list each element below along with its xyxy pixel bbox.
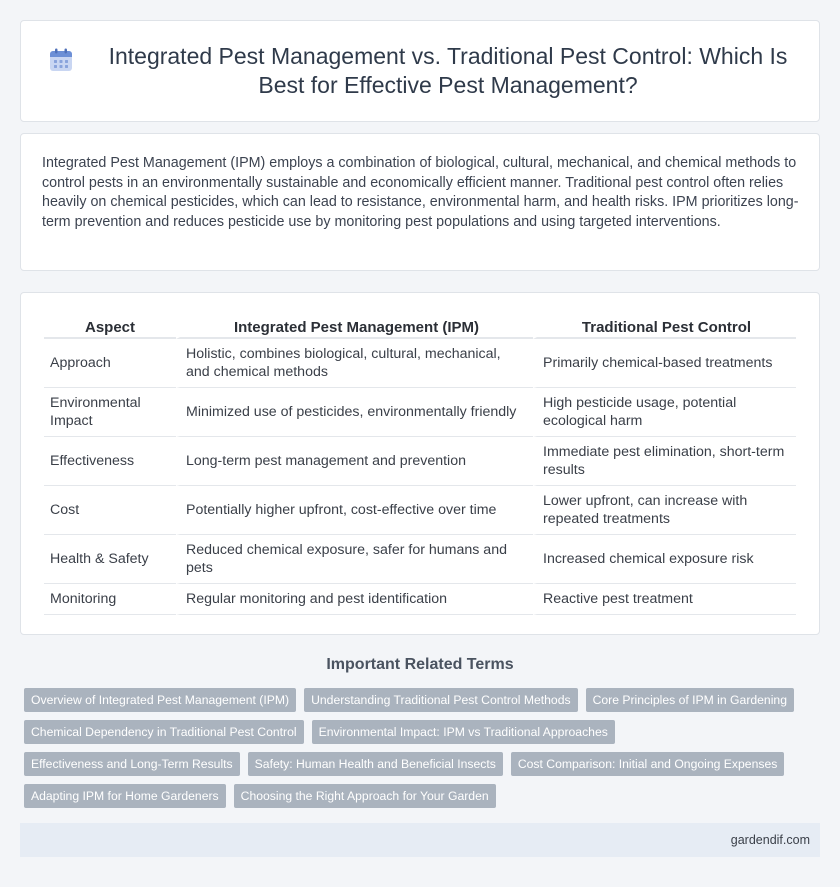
related-tag[interactable]: Effectiveness and Long-Term Results bbox=[24, 752, 240, 776]
intro-card bbox=[20, 133, 820, 271]
cell-aspect: Effectiveness bbox=[44, 437, 176, 486]
cell-ipm: Potentially higher upfront, cost-effective over time bbox=[176, 486, 533, 535]
cell-ipm: Reduced chemical exposure, safer for humans and pets bbox=[176, 535, 533, 584]
cell-traditional: Primarily chemical-based treatments bbox=[533, 339, 796, 388]
table-row bbox=[44, 535, 796, 584]
related-tag[interactable]: Core Principles of IPM in Gardening bbox=[586, 688, 794, 712]
related-tag[interactable]: Overview of Integrated Pest Management (IPM) bbox=[24, 688, 296, 712]
cell-traditional: Immediate pest elimination, short-term results bbox=[533, 437, 796, 486]
related-tag[interactable]: Choosing the Right Approach for Your Garden bbox=[234, 784, 496, 808]
related-tag[interactable]: Safety: Human Health and Beneficial Insects bbox=[248, 752, 503, 776]
cell-ipm: Long-term pest management and prevention bbox=[176, 437, 533, 486]
cell-ipm: Holistic, combines biological, cultural, mechanical, and chemical methods bbox=[176, 339, 533, 388]
cell-aspect: Cost bbox=[44, 486, 176, 535]
table-header-row bbox=[44, 315, 796, 339]
cell-traditional: Reactive pest treatment bbox=[533, 584, 796, 615]
cell-aspect: Approach bbox=[44, 339, 176, 388]
related-tag[interactable]: Cost Comparison: Initial and Ongoing Expenses bbox=[511, 752, 784, 776]
related-terms-heading: Important Related Terms bbox=[326, 656, 514, 673]
footer-site-name[interactable]: gardendif.com bbox=[730, 833, 810, 847]
cell-aspect: Monitoring bbox=[44, 584, 176, 615]
related-tag[interactable]: Understanding Traditional Pest Control Methods bbox=[304, 688, 577, 712]
comparison-table bbox=[44, 315, 796, 615]
related-terms-list bbox=[24, 688, 824, 808]
table-row bbox=[44, 388, 796, 437]
cell-traditional: High pesticide usage, potential ecological harm bbox=[533, 388, 796, 437]
cell-ipm: Minimized use of pesticides, environmentally friendly bbox=[176, 388, 533, 437]
table-row bbox=[44, 486, 796, 535]
related-tag[interactable]: Chemical Dependency in Traditional Pest Control bbox=[24, 720, 304, 744]
header-card bbox=[20, 20, 820, 122]
page-title: Integrated Pest Management vs. Traditional Pest Control: Which Is Best for Effective Pest Management? bbox=[108, 43, 788, 98]
header-ipm: Integrated Pest Management (IPM) bbox=[176, 315, 533, 339]
header-aspect: Aspect bbox=[44, 315, 176, 339]
cell-aspect: Health & Safety bbox=[44, 535, 176, 584]
table-row bbox=[44, 437, 796, 486]
related-tag[interactable]: Adapting IPM for Home Gardeners bbox=[24, 784, 226, 808]
header-traditional: Traditional Pest Control bbox=[533, 315, 796, 339]
table-row bbox=[44, 339, 796, 388]
intro-paragraph: Integrated Pest Management (IPM) employs a combination of biological, cultural, mechanical, and chemical methods to control pests in an environmentally sustainable and economically efficient manner. Traditional pest control often relies heavily on chemical pesticides, which can lead to resistance, environmental harm, and health risks. IPM prioritizes long-term prevention and reduces pesticide use by monitoring pest populations and using targeted interventions. bbox=[42, 155, 799, 230]
table-row bbox=[44, 584, 796, 615]
cell-traditional: Increased chemical exposure risk bbox=[533, 535, 796, 584]
calendar-icon bbox=[47, 46, 75, 74]
cell-traditional: Lower upfront, can increase with repeated treatments bbox=[533, 486, 796, 535]
comparison-table-card bbox=[20, 292, 820, 635]
footer bbox=[20, 823, 820, 857]
cell-aspect: Environmental Impact bbox=[44, 388, 176, 437]
related-tag[interactable]: Environmental Impact: IPM vs Traditional Approaches bbox=[312, 720, 615, 744]
cell-ipm: Regular monitoring and pest identification bbox=[176, 584, 533, 615]
